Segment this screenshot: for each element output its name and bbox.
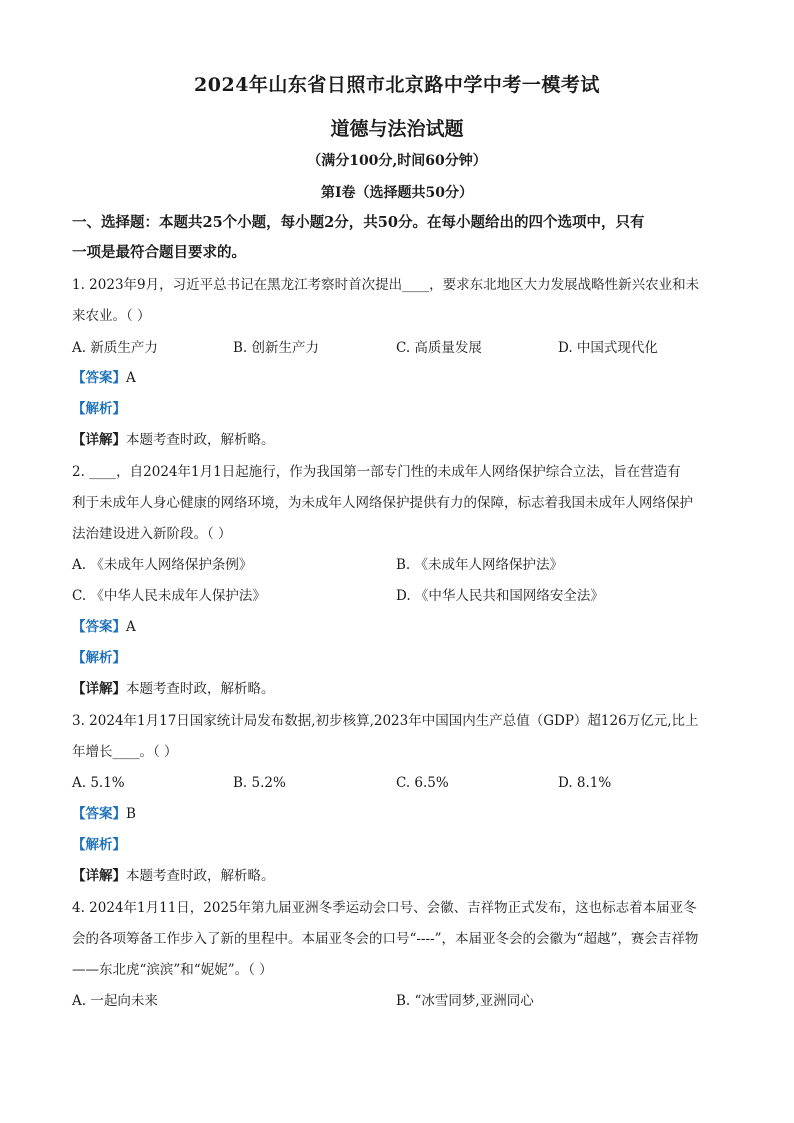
question-3-option-b: B. 5.2% — [233, 775, 286, 791]
answer-label: 【答案】 — [72, 806, 126, 822]
volume-title: 第Ⅰ卷（选择题共50分） — [320, 185, 474, 201]
question-2-option-a: A. 《未成年人网络保护条例》 — [72, 557, 253, 573]
question-1-analysis — [72, 399, 732, 419]
question-2-option-d: D. 《中华人民共和国网络安全法》 — [396, 588, 604, 604]
question-2-line-1: 2. ____，自2024年1月1日起施行，作为我国第一部专门性的未成年人网络保护综合立法，旨在营造有 — [72, 464, 681, 480]
exam-title: 2024年山东省日照市北京路中学中考一模考试 — [194, 74, 600, 96]
detail-label: 【详解】 — [72, 432, 126, 448]
question-3-detail — [72, 866, 732, 886]
section-heading-line-1: 一、选择题：本题共25个小题，每小题2分，共50分。在每小题给出的四个选项中，只有 — [72, 214, 645, 231]
question-2-analysis — [72, 648, 732, 668]
answer-value: A — [126, 370, 136, 386]
question-1-option-b: B. 创新生产力 — [233, 340, 320, 356]
analysis-label: 【解析】 — [72, 401, 126, 417]
detail-label: 【详解】 — [72, 868, 126, 884]
exam-info: （满分100分,时间60分钟） — [307, 153, 487, 169]
question-1-line-2: 来农业。（ ） — [72, 308, 151, 324]
detail-text: 本题考查时政，解析略。 — [126, 681, 275, 697]
question-1-option-c: C. 高质量发展 — [396, 340, 482, 356]
question-1-line-1: 1. 2023年9月，习近平总书记在黑龙江考察时首次提出____，要求东北地区大力发展战略性新兴农业和未 — [72, 277, 700, 293]
section-heading-line-2: 一项是最符合题目要求的。 — [72, 244, 246, 261]
analysis-label: 【解析】 — [72, 837, 126, 853]
question-2-detail — [72, 679, 732, 699]
answer-label: 【答案】 — [72, 370, 126, 386]
question-2-answer — [72, 617, 732, 637]
question-2-line-3: 法治建设进入新阶段。（ ） — [72, 526, 232, 542]
question-1-answer — [72, 368, 732, 388]
question-1-detail — [72, 430, 732, 450]
question-3-option-c: C. 6.5% — [396, 775, 449, 791]
question-4-line-3: ——东北虎“滨滨”和“妮妮”。（ ） — [72, 962, 273, 978]
detail-label: 【详解】 — [72, 681, 126, 697]
question-4-line-2: 会的各项筹备工作步入了新的里程中。本届亚冬会的口号“----”，本届亚冬会的会徽为“超越”，赛会吉祥物 — [72, 931, 699, 947]
question-3-option-d: D. 8.1% — [558, 775, 612, 791]
question-2-option-c: C. 《中华人民未成年人保护法》 — [72, 588, 266, 604]
question-2-option-b: B. 《未成年人网络保护法》 — [396, 557, 564, 573]
question-1-option-d: D. 中国式现代化 — [558, 340, 658, 356]
question-4-line-1: 4. 2024年1月11日，2025年第九届亚洲冬季运动会口号、会徽、吉祥物正式发布，这也标志着本届亚冬 — [72, 900, 697, 916]
answer-value: A — [126, 619, 136, 635]
answer-value: B — [126, 806, 136, 822]
question-3-answer — [72, 804, 732, 824]
subject-title: 道德与法治试题 — [330, 118, 464, 140]
question-3-option-a: A. 5.1% — [72, 775, 125, 791]
answer-label: 【答案】 — [72, 619, 126, 635]
question-2-line-2: 利于未成年人身心健康的网络环境，为未成年人网络保护提供有力的保障，标志着我国未成年人网络保护 — [72, 495, 693, 511]
question-4-option-a: A. 一起向未来 — [72, 993, 158, 1009]
question-3-line-1: 3. 2024年1月17日国家统计局发布数据,初步核算,2023年中国国内生产总值（GDP）超126万亿元,比上 — [72, 713, 699, 729]
analysis-label: 【解析】 — [72, 650, 126, 666]
detail-text: 本题考查时政，解析略。 — [126, 868, 275, 884]
question-1-option-a: A. 新质生产力 — [72, 340, 158, 356]
question-4-option-b: B. “冰雪同梦,亚洲同心 — [396, 993, 534, 1009]
question-3-analysis — [72, 835, 732, 855]
detail-text: 本题考查时政，解析略。 — [126, 432, 275, 448]
question-3-line-2: 年增长____。（ ） — [72, 744, 178, 760]
